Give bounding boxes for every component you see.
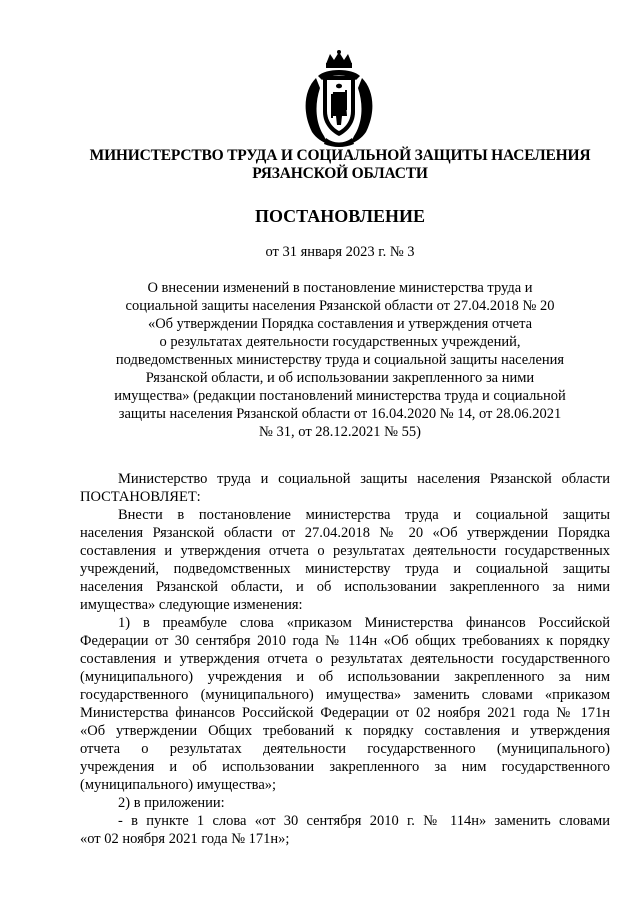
body-line: 2) в приложении: — [118, 795, 225, 811]
subject-line: подведомственных министерству труда и социальной защиты населения — [115, 352, 565, 368]
body-line: учреждения и об использовании закрепленного за ним государственного — [80, 759, 610, 775]
subject-line: защиты населения Рязанской области от 16.04.2020 № 14, от 28.06.2021 — [118, 406, 562, 422]
body-line: населения Рязанской области, и об использовании закрепленного за ними — [80, 579, 610, 595]
subject-line: О внесении изменений в постановление министерства труда и — [147, 280, 533, 296]
document-body — [80, 470, 610, 848]
ministry-name-line2: РЯЗАНСКОЙ ОБЛАСТИ — [252, 165, 428, 182]
document-date-number: от 31 января 2023 г. № 3 — [265, 244, 415, 260]
body-line: составления и утверждения отчета о результатах деятельности государственных — [80, 543, 610, 559]
document-subject — [40, 279, 640, 441]
body-line: (муниципального) имущества»; — [80, 777, 277, 793]
subject-line: «Об утверждении Порядка составления и утверждения отчета — [147, 316, 533, 332]
ministry-name — [40, 147, 640, 183]
body-line: «Об утверждении Общих требований к порядку составления и утверждения — [80, 723, 610, 739]
ministry-name-line1: МИНИСТЕРСТВО ТРУДА И СОЦИАЛЬНОЙ ЗАЩИТЫ НАСЕЛЕНИЯ — [89, 147, 591, 164]
body-line: населения Рязанской области от 27.04.2018 № 20 «Об утверждении Порядка — [80, 525, 610, 541]
document-title: ПОСТАНОВЛЕНИЕ — [254, 206, 426, 226]
body-line: Федерации от 30 сентября 2010 года № 114н «Об общих требованиях к порядку — [80, 633, 610, 649]
coat-of-arms-emblem — [296, 50, 382, 148]
body-line: Внести в постановление министерства труда и социальной защиты — [118, 507, 610, 523]
body-line: «от 02 ноября 2021 года № 171н»; — [80, 831, 290, 847]
body-line: учреждений, подведомственных министерству труда и социальной защиты — [80, 561, 610, 577]
body-line: государственного (муниципального) имущества» заменить словами «приказом — [80, 687, 610, 703]
body-line: Министерство труда и социальной защиты населения Рязанской области — [118, 471, 610, 487]
subject-line: социальной защиты населения Рязанской области от 27.04.2018 № 20 — [125, 298, 555, 314]
subject-line: № 31, от 28.12.2021 № 55) — [259, 424, 421, 440]
subject-line: имущества» (редакции постановлений министерства труда и социальной — [114, 388, 566, 404]
subject-line: Рязанской области, и об использовании закрепленного за ними — [145, 370, 535, 386]
body-line: ПОСТАНОВЛЯЕТ: — [80, 489, 201, 505]
body-line: 1) в преамбуле слова «приказом Министерства финансов Российской — [118, 615, 610, 631]
body-line: Министерства финансов Российской Федерации от 02 ноября 2021 года № 171н — [80, 705, 610, 721]
body-line: имущества» следующие изменения: — [80, 597, 303, 613]
body-line: составления и утверждения отчета о результатах деятельности государственного — [80, 651, 610, 667]
body-line: - в пункте 1 слова «от 30 сентября 2010 г. № 114н» заменить словами — [118, 813, 610, 829]
body-line: (муниципального) учреждения и об использовании закрепленного за ним — [80, 669, 610, 685]
subject-line: о результатах деятельности государственных учреждений, — [159, 334, 521, 350]
body-line: отчета о результатах деятельности государственного (муниципального) — [80, 741, 610, 757]
